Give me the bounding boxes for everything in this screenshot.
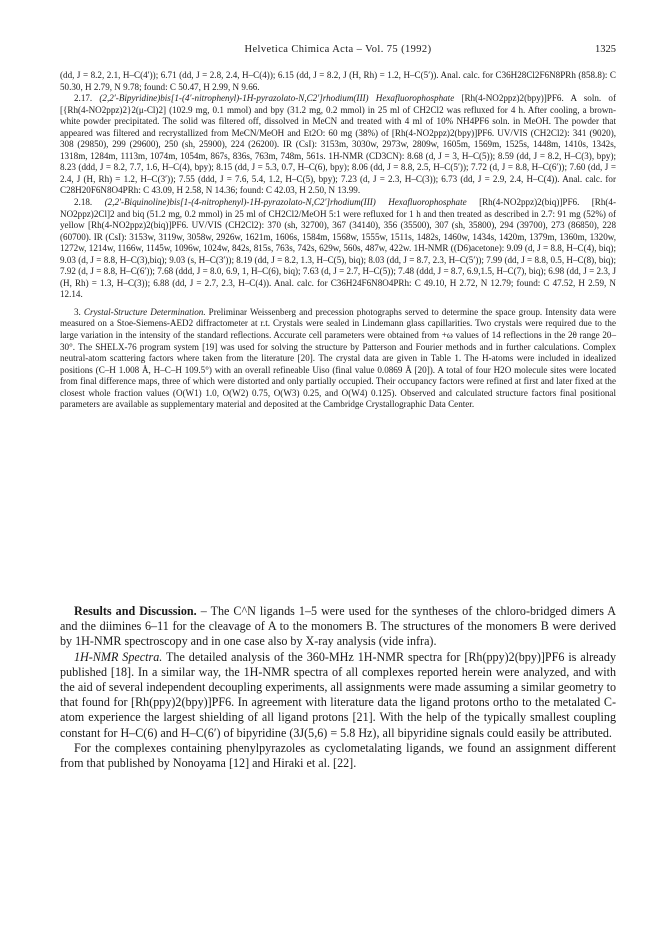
results-section <box>60 604 616 771</box>
experimental-paragraph-2-16-tail: (dd, J = 8.2, 2.1, H–C(4′)); 6.71 (dd, J = 2.8, 2.4, H–C(4)); 6.15 (dd, J = 8.2, J (H, Rh) = 1.2, H–C(5′)). Anal. calc. for C36H28Cl2F6N8PRh (858.8): C 50.30, H 2.79, N 9.78; found: C 50.47, H 2.99, N 9.66. <box>60 70 616 92</box>
page-number: 1325 <box>595 44 616 55</box>
section-heading: Results and Discussion. <box>74 604 197 618</box>
experimental-paragraph-2-17 <box>60 93 616 197</box>
compound-title: (2,2′-Biquinoline)bis[1-(4-nitrophenyl)-1H-pyrazolato-N,C2′]rhodium(III) Hexafluorophosphate <box>104 197 467 208</box>
experimental-section <box>60 70 616 411</box>
results-paragraph-intro <box>60 604 616 650</box>
paragraph-body: – The C^N ligands 1–5 were used for the syntheses of the chloro-bridged dimers A and the diimines 6–11 for the cleavage of A to the monomers B. The structures of the monomers B were derived by 1H-NMR spectroscopy and in one case also by X-ray analysis (vide infra). <box>60 604 617 649</box>
results-paragraph-nmr <box>60 650 616 741</box>
compound-title: (2,2′-Bipyridine)bis[1-(4′-nitrophenyl)-1H-pyrazolato-N,C2′]rhodium(III) Hexafluorophosphate <box>99 93 455 104</box>
paragraph-body: [Rh(4-NO2ppz)2(bpy)]PF6. A soln. of [{Rh(4-NO2ppz)2}2(μ-Cl)2] (102.9 mg, 0.1 mmol) and bpy (31.2 mg, 0.2 mmol) in 25 ml of CH2Cl2 was refluxed for 4 h. After cooling, a brown-white powder precipitated. The solid was filtered off, dissolved in MeCN and treated with 4 ml of 10% NH4PF6 soln. in MeOH. The powder that appeared was filtered and recrystallized from MeCN/MeOH and Et2O: 60 mg (38%) of [Rh(4-NO2ppz)2(bpy)]PF6. UV/VIS (CH2Cl2): 341 (9020), 308 (29850), 299 (29600), 250 (sh, 25900), 224 (26200). IR (CsI): 3153m, 3030w, 2973w, 2809w, 1605m, 1569m, 1525s, 1448m, 1410s, 1342s, 1318m, 1284m, 1113m, 1074m, 1054m, 867s, 836s, 763m, 748m, 561s. 1H-NMR (CD3CN): 8.68 (d, J = 3, H–C(5)); 8.59 (dd, J = 8.2, H–C(3), bpy); 8.23 (ddd, J = 8.2, 7.7, 1.6, H–C(4), bpy); 8.15 (dd, J = 5.3, 0.7, H–C(6), bpy); 8.06 (dd, J = 8.8, 2.5, H–C(5′)); 7.72 (d, J = 8.8, H–C(6′)); 7.60 (dd, J = 2.4, J (H, Rh) = 1.2, H–C(3′)); 7.55 (ddd, J = 7.6, 5.4, 1.2, H–C(5), bpy); 7.23 (d, J = 2.3, H–C(3)); 6.73 (dd, J = 2.9, 2.4, H–C(4)). Anal. calc. for C28H20F6N8O4PRh: C 43.09, H 2.58, N 14.36; found: C 42.03, H 2.50, N 13.99. <box>60 93 616 196</box>
results-paragraph-phenylpyrazoles: For the complexes containing phenylpyrazoles as cyclometalating ligands, we found an assignment different from that published by Nonoyama [12] and Hiraki et al. [22]. <box>60 740 616 771</box>
experimental-paragraph-2-18 <box>60 197 616 301</box>
section-number: 2.17. <box>74 93 100 104</box>
section-number: 2.18. <box>74 197 105 208</box>
paragraph-body: [Rh(4-NO2ppz)2(biq)]PF6. [Rh(4-NO2ppz)2Cl]2 and biq (51.2 mg, 0.2 mmol) in 25 ml of CH2Cl2/MeOH 5:1 were refluxed for 1 h and then treated as described in 2.7: 91 mg (52%) of yellow [Rh(4-NO2ppz)2(biq)]PF6. UV/VIS (CH2Cl2): 370 (sh, 32700), 367 (34140), 356 (35500), 307 (sh, 35800), 294 (39700), 273 (86850), 228 (60700). IR (CsI): 3153w, 3119w, 3058w, 2926w, 1621m, 1606s, 1584m, 1568w, 1555w, 1511s, 1482s, 1460w, 1434s, 1420m, 1379m, 1360m, 1320w, 1272w, 1214w, 1166w, 1145w, 1096w, 1024w, 842s, 815s, 763s, 742s, 629w, 560s, 487w, 422w. 1H-NMR ((D6)acetone): 9.09 (d, J = 8.8, H–C(4), biq); 9.03 (d, J = 8.8, H–C(3),biq); 9.03 (s, H–C(3′)); 8.19 (dd, J = 8.2, 1.3, H–C(5), biq); 8.03 (dd, J = 8.7, 2.3, H–C(5′)); 7.99 (dd, J = 8.8, 0.5, H–C(8), biq); 7.92 (d, J = 8.8, H–C(6′)); 7.68 (ddd, J = 8.0, 6.9, 1, H–C(6), biq); 7.63 (d, J = 2.7, H–C(5)); 7.48 (ddd, J = 8.7, 6.9,1.5, H–C(7), biq); 6.98 (dd, J = 2.3, J (H, Rh) = 1.3, H–C(3)); 6.88 (dd, J = 2.7, 2.3, H–C(4)). Anal. calc. for C36H24F6N8O4PRh: C 49.10, H 2.72, N 12.79; found: C 47.52, H 2.59, N 12.14. <box>60 197 616 300</box>
subsection-heading: 1H-NMR Spectra. <box>74 649 163 664</box>
paragraph-body: The detailed analysis of the 360-MHz 1H-NMR spectra for [Rh(ppy)2(bpy)]PF6 is already published [18]. In a similar way, the 1H-NMR spectra of all complexes reported herein were analyzed, and with the aid of several independent decoupling experiments, all assignments were made assuming a similar geometry to that found for [Rh(ppy)2(bpy)]PF6. In agreement with literature data the ligand protons ortho to the metalated C-atom experience the largest shielding of all ligand protons [21]. With the help of the typically smallest coupling constant for H–C(6) and H–C(6′) of bipyridine (3J(5,6) = 5.8 Hz), all bipyridine signals could easily be attributed. <box>60 649 617 740</box>
experimental-paragraph-3 <box>60 307 616 411</box>
journal-title: Helvetica Chimica Acta – Vol. 75 (1992) <box>244 44 432 55</box>
section-title: Crystal-Structure Determination. <box>83 306 206 317</box>
section-number: 3. <box>74 306 84 317</box>
paragraph-body: Preliminar Weissenberg and precession photographs served to determine the space group. Intensity data were measured on a Stoe-Siemens-AED2 diffractometer at r.t. Crystals were sealed in Lindemann glass capillarities. Two crystals were required due to the large variation in the intensity of the standard reflections. Accurate cell parameters were obtained from +ω values of 14 reflections in the 2θ range 20–30°. The SHELX-76 program system [19] was used for solving the structure by Patterson and Fourier methods and in further calculations. Complex neutral-atom scattering factors where taken from the literature [20]. The crystal data are given in Table 1. The H-atoms were included in idealized positions (C–H 1.008 Å, H–C–H 109.5°) with an overall refineable Uiso (final value 0.0869 Å [20]). A total of four H2O molecule sites were located from final difference maps, three of which were distorted and only partially occupied. Their occupancy factors were refined at first and later fixed at the closest whole fraction values (O(W1) 1.0, O(W2) 0.75, O(W3) 0.25, and O(W4) 0.125). Observed and calculated structure factors final positional parameters are available as supplementary material and deposited at the Cambridge Crystallographic Data Center. <box>60 306 617 410</box>
running-header <box>60 44 616 58</box>
